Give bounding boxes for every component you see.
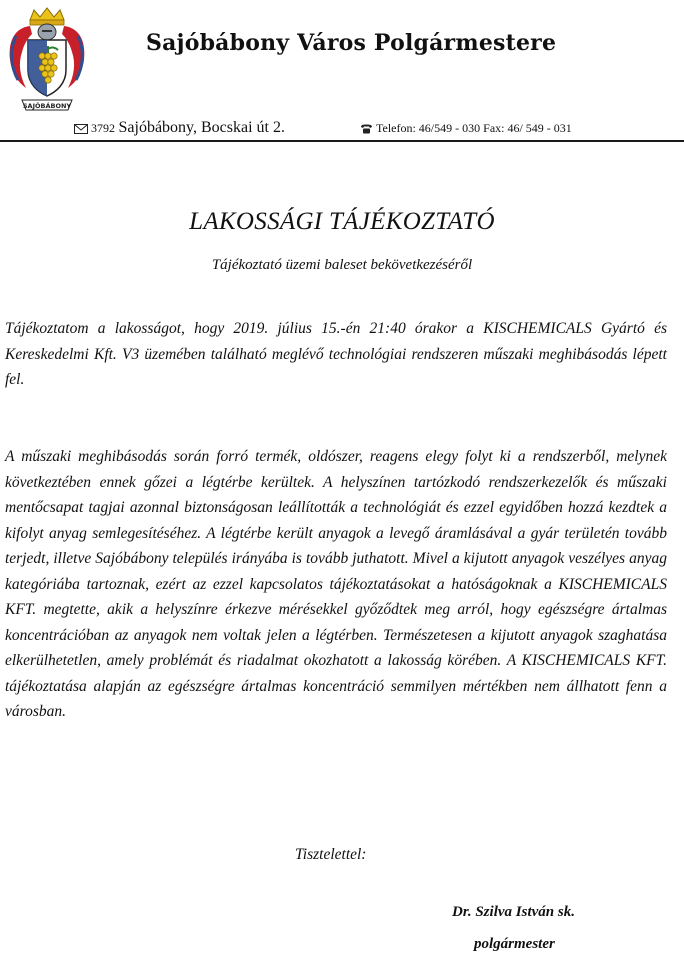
telephone-icon — [360, 124, 373, 134]
organization-title: Sajóbábony Város Polgármestere — [146, 30, 557, 56]
paragraph-2: A műszaki meghibásodás során forró termék, oldószer, reagens elegy folyt ki a rendszerből, melynek következtében ennek gőzei a légtérbe kerültek. A helyszínen tartózkodó rendszerkezelők és műszaki mentőcsapat tagjai azonnal biztonságosan leállították a technológiát és ezzel egyidőben hozzá kezdtek a kifolyt anyag semlegesítéséhez. A légtérbe került anyagok a levegő áramlásával a gyár területén tovább terjedt, illetve Sajóbábony település irányába is tovább juthatott. Mivel a kijutott anyagok veszélyes anyag kategóriába tartoznak, ezért az ezzel kapcsolatos tájékoztatásokat a hatóságoknak a KISCHEMICALS KFT. megtette, akik a helyszínre érkezve mérésekkel győződtek meg arról, hogy egészségre ártalmas koncentrációban az anyagok nem voltak jelen a légtérben. Természetesen a kijutott anyagok szaghatása elkerülhetetlen, amely problémát és riadalmat okozhatott a lakosság körében. A KISCHEMICALS KFT. tájékoztatása alapján az egészségre ártalmas koncentráció semmilyen mértékben nem állhatott fenn a városban. — [5, 448, 667, 720]
address-zip: 3792 — [91, 121, 115, 135]
address — [74, 119, 285, 137]
crest-banner-text: SAJÓBÁBONY — [22, 102, 72, 110]
envelope-icon — [74, 124, 88, 134]
signer-name: Dr. Szilva István sk. — [452, 904, 575, 920]
closing-greeting: Tisztelettel: — [295, 846, 367, 863]
signer-role: polgármester — [474, 936, 555, 952]
phone-fax-text: Telefon: 46/549 - 030 Fax: 46/ 549 - 031 — [376, 121, 572, 135]
document-title: LAKOSSÁGI TÁJÉKOZTATÓ — [189, 208, 495, 235]
contact-row — [0, 119, 684, 141]
document-subtitle: Tájékoztató üzemi baleset bekövetkezéséről — [211, 257, 473, 273]
paragraph-1: Tájékoztatom a lakosságot, hogy 2019. július 15.-én 21:40 órakor a KISCHEMICALS Gyártó és Kereskedelmi Kft. V3 üzemében található meglévő technológiai rendszeren műszaki meghibásodás lépett fel. — [5, 320, 667, 388]
header-divider — [0, 140, 684, 142]
address-street: Sajóbábony, Bocskai út 2. — [118, 119, 285, 136]
city-crest-logo — [4, 6, 90, 118]
phone-fax — [360, 121, 572, 136]
